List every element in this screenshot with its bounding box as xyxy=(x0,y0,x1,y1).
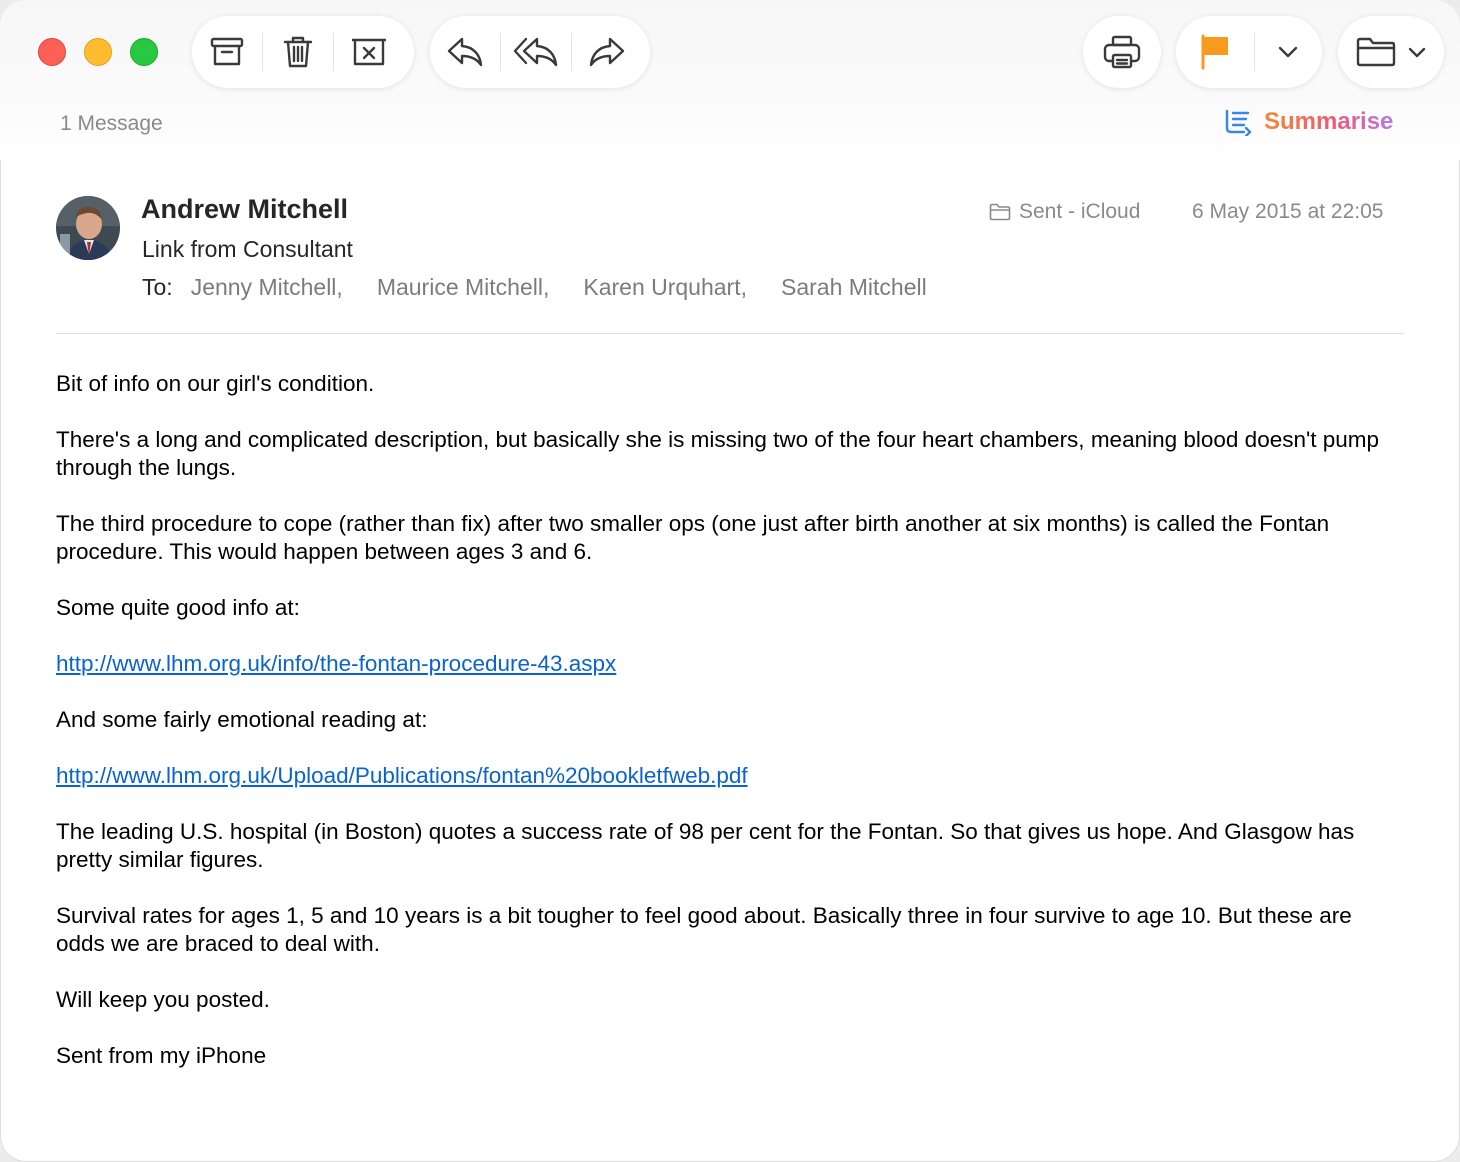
body-paragraph: Bit of info on our girl's condition. xyxy=(56,371,375,396)
to-label: To: xyxy=(142,274,173,300)
message-subject: Link from Consultant xyxy=(142,236,353,262)
junk-button[interactable] xyxy=(334,16,404,88)
body-paragraph: Some quite good info at: xyxy=(56,595,300,620)
body-link[interactable]: http://www.lhm.org.uk/Upload/Publications/fontan%20bookletfweb.pdf xyxy=(56,763,748,788)
body-paragraph: The leading U.S. hospital (in Boston) quotes a success rate of 98 per cent for the Fontan. So that gives us hope. And Glasgow has pretty similar figures. xyxy=(56,819,1355,872)
recipients-row xyxy=(142,274,961,301)
junk-icon xyxy=(350,36,388,68)
traffic-lights xyxy=(38,38,158,66)
body-paragraph: And some fairly emotional reading at: xyxy=(56,707,428,732)
reply-button[interactable] xyxy=(430,16,500,88)
folder-icon xyxy=(1356,37,1396,67)
print-group xyxy=(1083,16,1161,88)
trash-icon xyxy=(283,35,313,69)
message-body xyxy=(56,370,1406,1098)
summarise-label: Summarise xyxy=(1264,108,1394,135)
chevron-down-icon xyxy=(1278,46,1298,58)
mailbox-location xyxy=(989,200,1140,224)
recipient[interactable]: Sarah Mitchell xyxy=(781,274,927,300)
archive-button[interactable] xyxy=(192,16,262,88)
body-link[interactable]: http://www.lhm.org.uk/info/the-fontan-procedure-43.aspx xyxy=(56,651,617,676)
body-paragraph: Will keep you posted. xyxy=(56,987,270,1012)
flag-menu-button[interactable] xyxy=(1255,16,1321,88)
reply-icon xyxy=(446,36,484,68)
reply-all-icon xyxy=(513,36,559,68)
header-divider xyxy=(56,333,1404,334)
forward-button[interactable] xyxy=(572,16,642,88)
reply-actions-group xyxy=(430,16,650,88)
print-button[interactable] xyxy=(1083,16,1161,88)
recipient[interactable]: Jenny Mitchell, xyxy=(190,274,343,300)
avatar xyxy=(56,196,120,260)
message-actions-group xyxy=(192,16,414,88)
flag-icon xyxy=(1199,34,1231,70)
toolbar xyxy=(0,0,1460,160)
body-paragraph: Survival rates for ages 1, 5 and 10 years is a bit tougher to feel good about. Basically three in four survive to age 10. But these are odds we are braced to deal with. xyxy=(56,903,1352,956)
mailbox-name: Sent - iCloud xyxy=(1019,200,1141,223)
body-paragraph: The third procedure to cope (rather than fix) after two smaller ops (one just after birth another at six months) is called the Fontan procedure. This would happen between ages 3 and 6. xyxy=(56,511,1330,564)
chevron-down-icon xyxy=(1408,47,1426,58)
recipient[interactable]: Maurice Mitchell, xyxy=(376,274,550,300)
signature: Sent from my iPhone xyxy=(56,1043,267,1068)
printer-icon xyxy=(1103,35,1141,69)
delete-button[interactable] xyxy=(263,16,333,88)
reply-all-button[interactable] xyxy=(501,16,571,88)
flag-group xyxy=(1176,16,1322,88)
move-group xyxy=(1338,16,1444,88)
folder-icon xyxy=(989,203,1011,221)
summarise-icon xyxy=(1224,108,1254,136)
sender-name[interactable]: Andrew Mitchell xyxy=(141,194,349,224)
minimize-window-button[interactable] xyxy=(84,38,112,66)
body-paragraph: There's a long and complicated description, but basically she is missing two of the four heart chambers, meaning blood doesn't pump through the lungs. xyxy=(56,427,1380,480)
zoom-window-button[interactable] xyxy=(130,38,158,66)
archive-icon xyxy=(210,36,244,68)
message-date: 6 May 2015 at 22:05 xyxy=(1192,200,1384,223)
flag-button[interactable] xyxy=(1176,16,1254,88)
recipient[interactable]: Karen Urquhart, xyxy=(583,274,747,300)
summarise-button[interactable] xyxy=(1224,108,1393,136)
forward-icon xyxy=(588,36,626,68)
message-count: 1 Message xyxy=(60,112,163,135)
move-to-mailbox-button[interactable] xyxy=(1338,16,1444,88)
close-window-button[interactable] xyxy=(38,38,66,66)
